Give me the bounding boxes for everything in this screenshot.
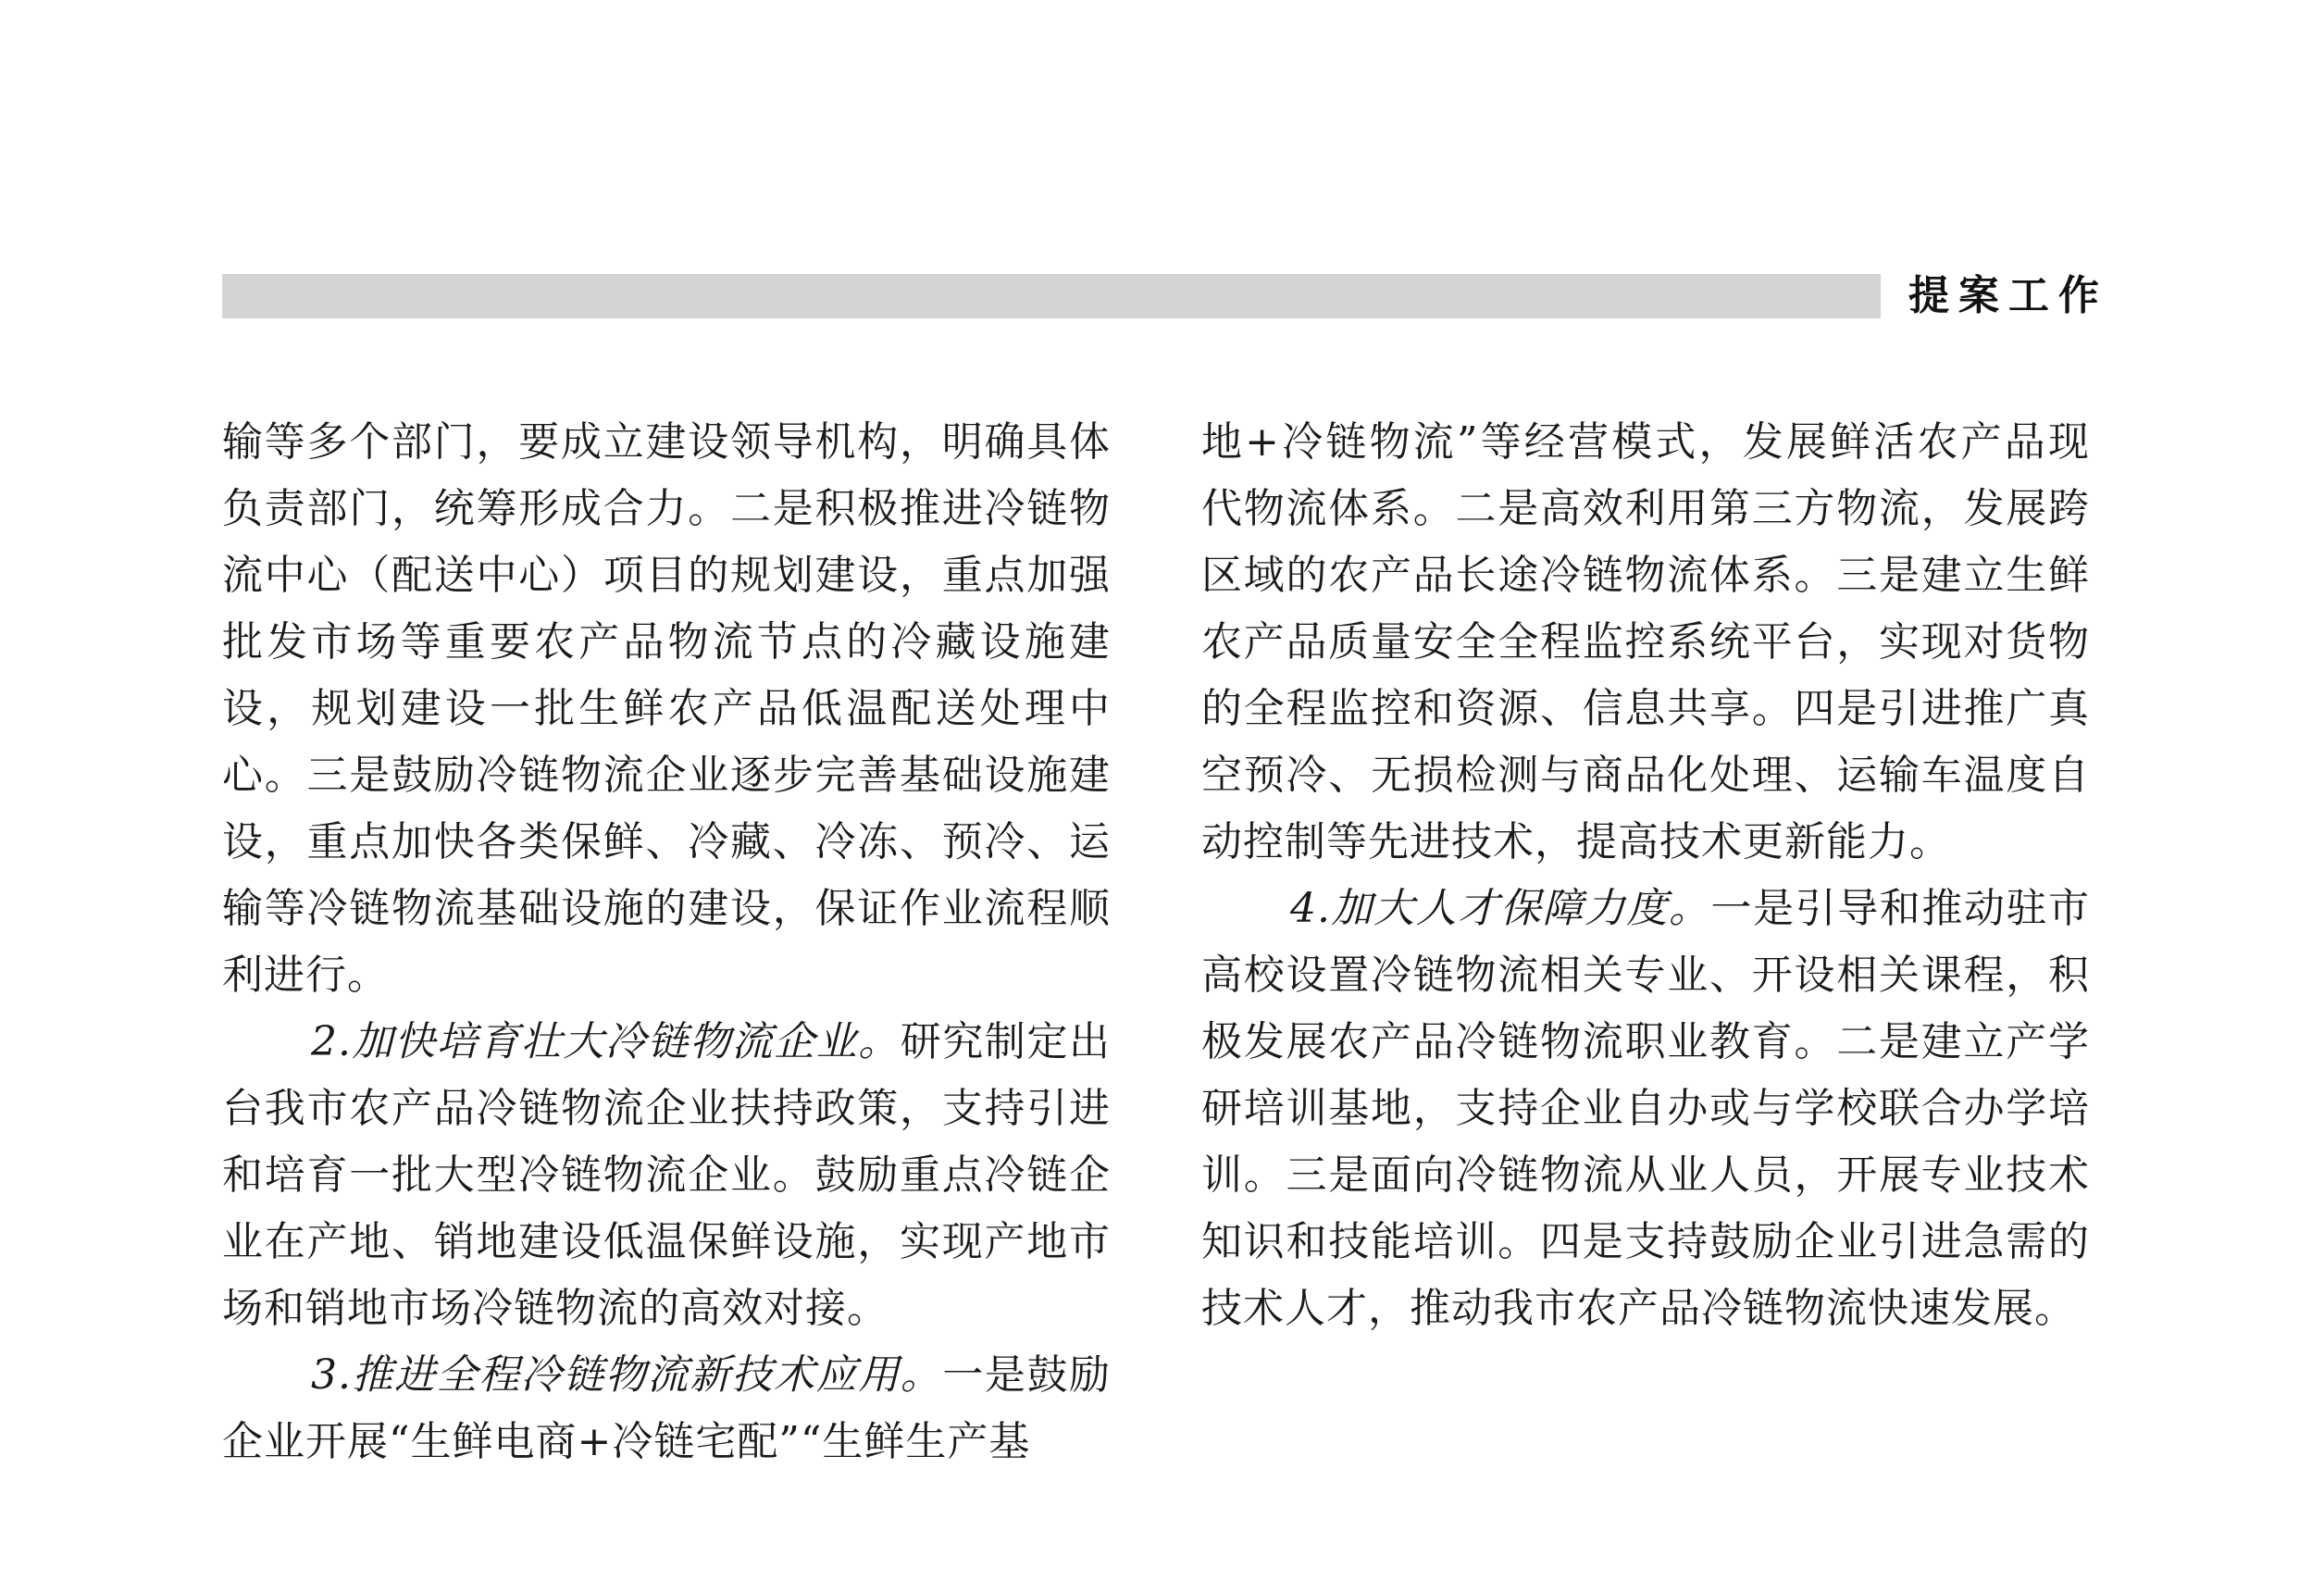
subsection-body-3: 一是鼓励企业开展“生鲜电商+冷链宅配”“生鲜生产基 — [222, 1351, 1111, 1465]
header-bar — [222, 274, 1881, 318]
subsection-heading-3: 3.推进全程冷链物流新技术应用。 — [311, 1351, 943, 1399]
right-paragraph-1: 地+冷链物流”等经营模式，发展鲜活农产品现代物流体系。二是高效利用第三方物流，发展跨区域的农产品长途冷链物流体系。三是建立生鲜农产品质量安全全程监控系统平台，实现对货物的全程监控和资源、信息共享。四是引进推广真空预冷、无损检测与商品化处理、运输车温度自动控制等先进技术，提高技术更新能力。 — [1201, 418, 2090, 865]
right-paragraph-2 — [1201, 876, 2090, 1342]
subsection-body-2: 研究制定出台我市农产品冷链物流企业扶持政策，支持引进和培育一批大型冷链物流企业。鼓励重点冷链企业在产地、销地建设低温保鲜设施，实现产地市场和销地市场冷链物流的高效对接。 — [222, 1018, 1112, 1332]
left-paragraph-3 — [222, 1342, 1111, 1475]
subsection-body-4: 一是引导和推动驻市高校设置冷链物流相关专业、开设相关课程，积极发展农产品冷链物流职业教育。二是建立产学研培训基地，支持企业自办或与学校联合办学培训。三是面向冷链物流从业人员，开展专业技术知识和技能培训。四是支持鼓励企业引进急需的技术人才，推动我市农产品冷链物流快速发展。 — [1201, 885, 2090, 1332]
left-column — [222, 409, 1111, 1475]
subsection-heading-4: 4.加大人才保障力度。 — [1290, 885, 1711, 932]
subsection-heading-2: 2.加快培育壮大冷链物流企业。 — [311, 1018, 901, 1065]
right-column — [1201, 409, 2090, 1342]
left-paragraph-1: 输等多个部门，要成立建设领导机构，明确具体负责部门，统筹形成合力。二是积极推进冷链物流中心（配送中心）项目的规划建设，重点加强批发市场等重要农产品物流节点的冷藏设施建设，规划建设一批生鲜农产品低温配送处理中心。三是鼓励冷链物流企业逐步完善基础设施建设，重点加快各类保鲜、冷藏、冷冻、预冷、运输等冷链物流基础设施的建设，保证作业流程顺利进行。 — [222, 418, 1111, 999]
section-title: 提案工作 — [1908, 272, 2108, 319]
left-paragraph-2 — [222, 1009, 1111, 1342]
